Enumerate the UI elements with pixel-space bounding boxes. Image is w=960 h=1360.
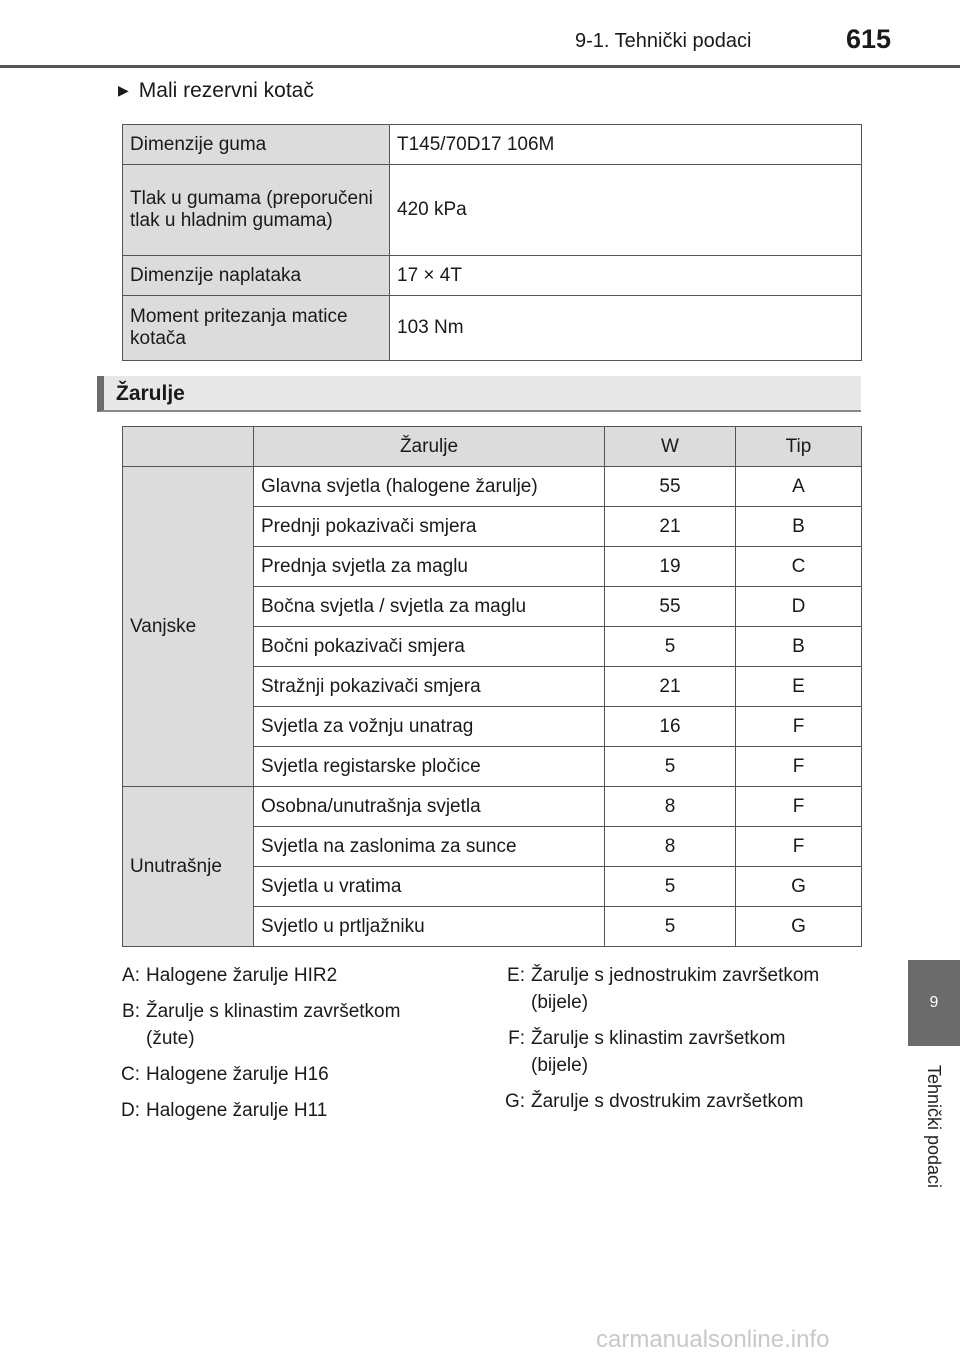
bulb-watt: 55 bbox=[605, 467, 736, 507]
legend-item bbox=[112, 962, 452, 989]
bulb-watt: 21 bbox=[605, 507, 736, 547]
bulb-name: Stražnji pokazivači smjera bbox=[254, 667, 605, 707]
bulb-name: Svjetla registarske pločice bbox=[254, 747, 605, 787]
chapter-tab[interactable] bbox=[908, 960, 960, 1046]
bulb-watt: 5 bbox=[605, 627, 736, 667]
spec-value: T145/70D17 106M bbox=[390, 125, 862, 165]
chapter-tab-label bbox=[908, 1046, 960, 1206]
header-empty-cell bbox=[123, 427, 254, 467]
spec-label: Tlak u gumama (preporučeni tlak u hladnim gumama) bbox=[123, 165, 390, 256]
legend-key: A: bbox=[122, 965, 140, 986]
bulb-name: Prednja svjetla za maglu bbox=[254, 547, 605, 587]
bulb-type: B bbox=[736, 627, 862, 667]
bulb-name: Osobna/unutrašnja svjetla bbox=[254, 787, 605, 827]
legend-item bbox=[497, 962, 867, 1016]
legend-text: Halogene žarulje H16 bbox=[146, 1064, 329, 1085]
bulb-type: B bbox=[736, 507, 862, 547]
legend-item bbox=[112, 1097, 452, 1124]
legend-text: Žarulje s jednostrukim završetkom (bijele) bbox=[531, 965, 820, 1013]
bulb-watt: 5 bbox=[605, 907, 736, 947]
bulb-type: F bbox=[736, 787, 862, 827]
bulb-name: Svjetla u vratima bbox=[254, 867, 605, 907]
bulb-watt: 19 bbox=[605, 547, 736, 587]
table-header-row bbox=[123, 427, 862, 467]
legend-key: D: bbox=[121, 1100, 140, 1121]
table-row bbox=[123, 256, 862, 296]
legend-key: G: bbox=[504, 1091, 525, 1112]
legend-text: Halogene žarulje H11 bbox=[146, 1100, 328, 1121]
bulb-name: Svjetla na zaslonima za sunce bbox=[254, 827, 605, 867]
table-row bbox=[123, 467, 862, 507]
bulb-type: G bbox=[736, 867, 862, 907]
legend-key: E: bbox=[507, 965, 525, 986]
spec-value: 103 Nm bbox=[390, 296, 862, 361]
bulb-name: Bočna svjetla / svjetla za maglu bbox=[254, 587, 605, 627]
table-row bbox=[123, 787, 862, 827]
bulb-type: F bbox=[736, 747, 862, 787]
bulb-watt: 21 bbox=[605, 667, 736, 707]
group-label: Unutrašnje bbox=[123, 787, 254, 947]
header-section-title: 9-1. Tehnički podaci bbox=[575, 30, 752, 52]
table-row bbox=[123, 296, 862, 361]
spare-wheel-heading bbox=[118, 79, 314, 103]
spec-value: 420 kPa bbox=[390, 165, 862, 256]
watermark: carmanualsonline.info bbox=[596, 1326, 830, 1353]
bulb-watt: 8 bbox=[605, 787, 736, 827]
legend-item bbox=[497, 1025, 867, 1079]
bulb-type: C bbox=[736, 547, 862, 587]
spare-wheel-table bbox=[122, 124, 862, 361]
triangle-bullet-icon: ▶ bbox=[118, 82, 129, 98]
bulb-watt: 8 bbox=[605, 827, 736, 867]
bulb-type: G bbox=[736, 907, 862, 947]
bulb-name: Svjetlo u prtljažniku bbox=[254, 907, 605, 947]
legend-key: F: bbox=[508, 1028, 525, 1049]
chapter-tab-label-text: Tehnički podaci bbox=[924, 1064, 945, 1188]
bulb-type: F bbox=[736, 827, 862, 867]
bulb-watt: 5 bbox=[605, 747, 736, 787]
bulb-watt: 16 bbox=[605, 707, 736, 747]
column-header: Žarulje bbox=[254, 427, 605, 467]
spec-label: Dimenzije naplataka bbox=[123, 256, 390, 296]
group-label: Vanjske bbox=[123, 467, 254, 787]
spare-wheel-title: Mali rezervni kotač bbox=[138, 79, 314, 102]
table-row bbox=[123, 125, 862, 165]
bulb-type: A bbox=[736, 467, 862, 507]
legend-text: Halogene žarulje HIR2 bbox=[146, 965, 338, 986]
legend-text: Žarulje s dvostrukim završetkom bbox=[531, 1091, 804, 1112]
chapter-tab-number: 9 bbox=[929, 994, 939, 1011]
bulbs-table bbox=[122, 426, 862, 947]
bulb-name: Svjetla za vožnju unatrag bbox=[254, 707, 605, 747]
spec-label: Dimenzije guma bbox=[123, 125, 390, 165]
spec-label: Moment pritezanja matice kotača bbox=[123, 296, 390, 361]
table-row bbox=[123, 165, 862, 256]
legend-right bbox=[497, 962, 867, 1124]
bulb-type: E bbox=[736, 667, 862, 707]
legend-item bbox=[112, 1061, 452, 1088]
column-header: W bbox=[605, 427, 736, 467]
bulb-type: F bbox=[736, 707, 862, 747]
bulb-name: Prednji pokazivači smjera bbox=[254, 507, 605, 547]
legend-text: Žarulje s klinastim završetkom (žute) bbox=[146, 1001, 401, 1049]
spec-value: 17 × 4T bbox=[390, 256, 862, 296]
bulb-watt: 5 bbox=[605, 867, 736, 907]
legend-item bbox=[497, 1088, 867, 1115]
bulb-watt: 55 bbox=[605, 587, 736, 627]
column-header: Tip bbox=[736, 427, 862, 467]
bulb-name: Bočni pokazivači smjera bbox=[254, 627, 605, 667]
legend-key: B: bbox=[122, 1001, 140, 1022]
bulb-type: D bbox=[736, 587, 862, 627]
legend-key: C: bbox=[121, 1064, 140, 1085]
page-number: 615 bbox=[846, 24, 892, 54]
bulbs-section-heading: Žarulje bbox=[97, 376, 861, 412]
legend-text: Žarulje s klinastim završetkom (bijele) bbox=[531, 1028, 786, 1076]
bulb-name: Glavna svjetla (halogene žarulje) bbox=[254, 467, 605, 507]
header-divider bbox=[0, 65, 960, 68]
legend-item bbox=[112, 998, 452, 1052]
legend-left bbox=[112, 962, 452, 1133]
